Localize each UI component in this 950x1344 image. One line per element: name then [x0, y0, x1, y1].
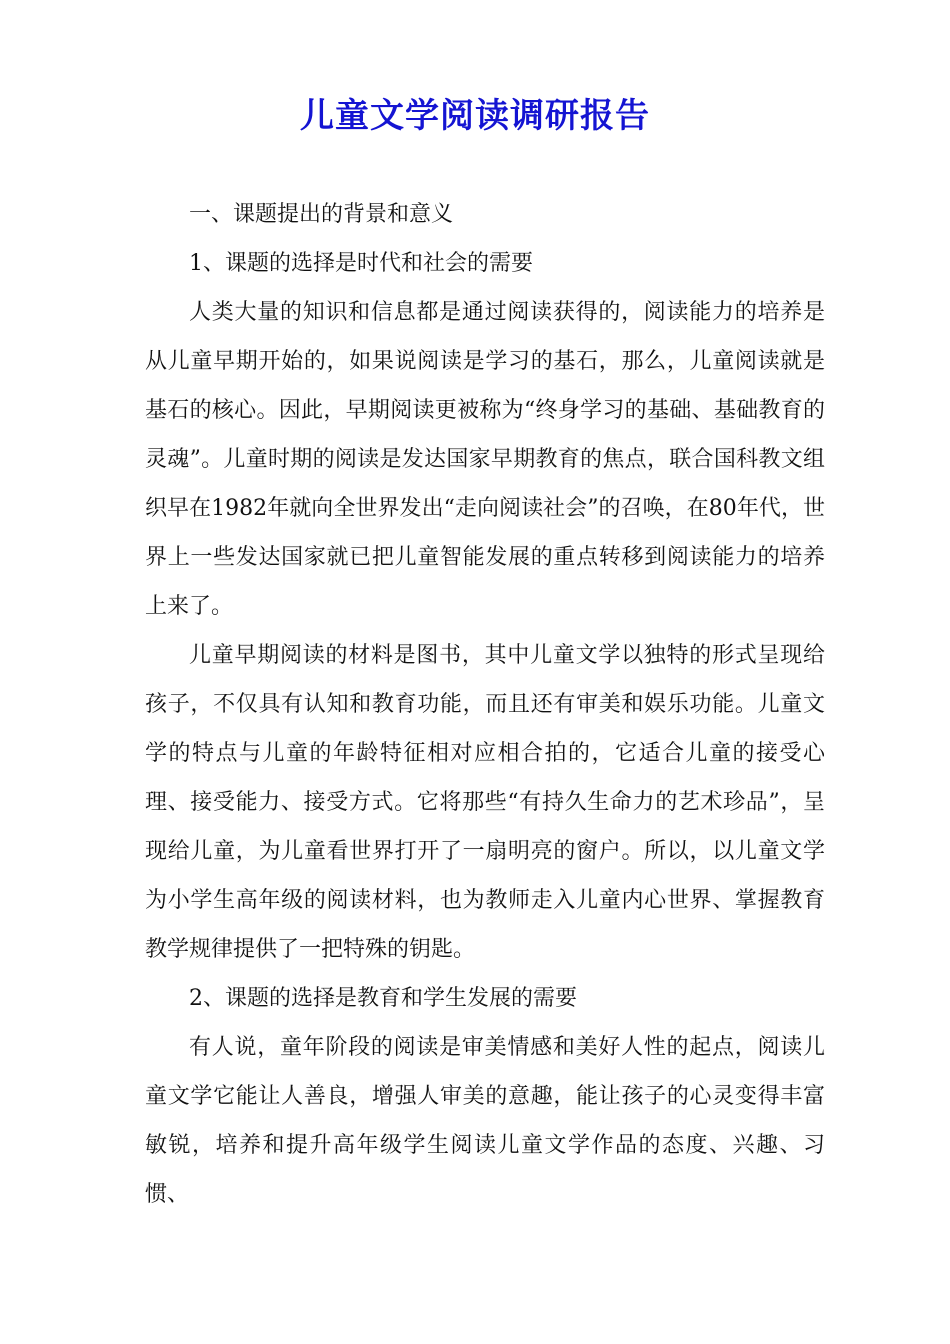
subsection-heading: 2、课题的选择是教育和学生发展的需要	[189, 986, 577, 1011]
body-paragraph: 有人说，童年阶段的阅读是审美情感和美好人性的起点，阅读儿童文学它能让人善良，增强人审美的意趣，能让孩子的心灵变得丰富敏锐，培养和提升高年级学生阅读儿童文学作品的态度、兴趣、习惯、	[145, 1035, 825, 1207]
document-body	[145, 190, 825, 1219]
body-paragraph: 儿童早期阅读的材料是图书，其中儿童文学以独特的形式呈现给孩子，不仅具有认知和教育功能，而且还有审美和娱乐功能。儿童文学的特点与儿童的年龄特征相对应相合拍的，它适合儿童的接受心理、接受能力、接受方式。它将那些“有持久生命力的艺术珍品”，呈现给儿童，为儿童看世界打开了一扇明亮的窗户。所以，以儿童文学为小学生高年级的阅读材料，也为教师走入儿童内心世界、掌握教育教学规律提供了一把特殊的钥匙。	[145, 643, 825, 962]
subsection-heading: 1、课题的选择是时代和社会的需要	[189, 251, 533, 276]
section-heading: 一、课题提出的背景和意义	[189, 202, 454, 227]
document-title: 儿童文学阅读调研报告	[300, 96, 650, 136]
body-paragraph: 人类大量的知识和信息都是通过阅读获得的，阅读能力的培养是从儿童早期开始的，如果说阅读是学习的基石，那么，儿童阅读就是基石的核心。因此，早期阅读更被称为“终身学习的基础、基础教育的灵魂”。儿童时期的阅读是发达国家早期教育的焦点，联合国科教文组织早在1982年就向全世界发出“走向阅读社会”的召唤，在80年代，世界上一些发达国家就已把儿童智能发展的重点转移到阅读能力的培养上来了。	[145, 300, 825, 619]
